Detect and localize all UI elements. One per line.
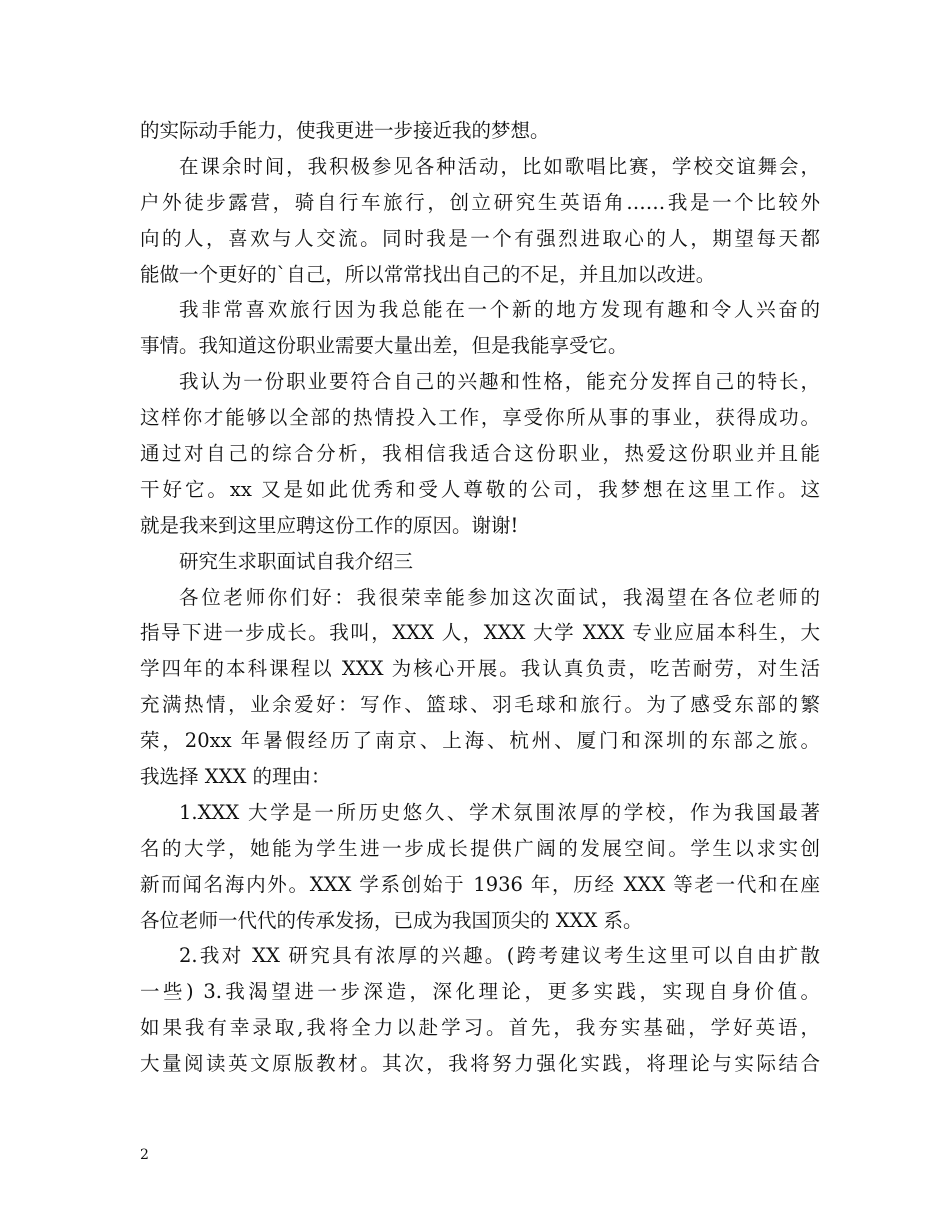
text-line: 我非常喜欢旅行因为我总能在一个新的地方发现有趣和令人兴奋的: [179, 298, 820, 322]
text-line: 干好它。xx 又是如此优秀和受人尊敬的公司，我梦想在这里工作。这: [140, 477, 820, 501]
text-line: 这样你才能够以全部的热情投入工作，享受你所从事的事业，获得成功。: [140, 406, 820, 430]
text-line: 一些) 3.我渴望进一步深造，深化理论，更多实践，实现自身价值。: [140, 980, 820, 1004]
text-line: 通过对自己的综合分析，我相信我适合这份职业，热爱这份职业并且能: [140, 442, 820, 466]
text-line: 名的大学，她能为学生进一步成长提供广阔的发展空间。学生以求实创: [140, 836, 820, 860]
text-line: 我选择 XXX 的理由：: [140, 765, 331, 789]
text-line: 事情。我知道这份职业需要大量出差，但是我能享受它。: [140, 334, 628, 358]
page-number: 2: [140, 1147, 149, 1163]
text-line: 各位老师你们好：我很荣幸能参加这次面试，我渴望在各位老师的: [179, 585, 820, 609]
text-line: 荣，20xx 年暑假经历了南京、上海、杭州、厦门和深圳的东部之旅。: [140, 729, 820, 753]
text-line: 1.XXX 大学是一所历史悠久、学术氛围浓厚的学校，作为我国最著: [179, 800, 820, 824]
body-text: [140, 113, 820, 1082]
text-line: 2.我对 XX 研究具有浓厚的兴趣。(跨考建议考生这里可以自由扩散: [179, 944, 820, 968]
text-line: 新而闻名海内外。XXX 学系创始于 1936 年，历经 XXX 等老一代和在座: [140, 872, 820, 896]
text-line: 学四年的本科课程以 XXX 为核心开展。我认真负责，吃苦耐劳，对生活: [140, 657, 820, 681]
text-line: 研究生求职面试自我介绍三: [179, 549, 414, 573]
text-line: 各位老师一代代的传承发扬，已成为我国顶尖的 XXX 系。: [140, 908, 643, 932]
text-line: 的实际动手能力，使我更进一步接近我的梦想。: [140, 119, 550, 142]
text-line: 户外徒步露营，骑自行车旅行，创立研究生英语角……我是一个比较外: [140, 190, 820, 214]
text-line: 就是我来到这里应聘这份工作的原因。谢谢!: [140, 513, 519, 537]
text-line: 大量阅读英文原版教材。其次，我将努力强化实践，将理论与实际结合: [140, 1052, 820, 1076]
text-line: 指导下进一步成长。我叫，XXX 人，XXX 大学 XXX 专业应届本科生，大: [140, 621, 820, 645]
text-line: 能做一个更好的`自己，所以常常找出自己的不足，并且加以改进。: [140, 262, 716, 286]
text-line: 如果我有幸录取,我将全力以赴学习。首先，我夯实基础，学好英语，: [140, 1016, 820, 1040]
text-line: 充满热情，业余爱好：写作、篮球、羽毛球和旅行。为了感受东部的繁: [140, 693, 820, 717]
text-line: 向的人，喜欢与人交流。同时我是一个有强烈进取心的人，期望每天都: [140, 226, 820, 250]
text-line: 我认为一份职业要符合自己的兴趣和性格，能充分发挥自己的特长，: [179, 370, 820, 394]
text-line: 在课余时间，我积极参见各种活动，比如歌唱比赛，学校交谊舞会，: [179, 154, 820, 178]
